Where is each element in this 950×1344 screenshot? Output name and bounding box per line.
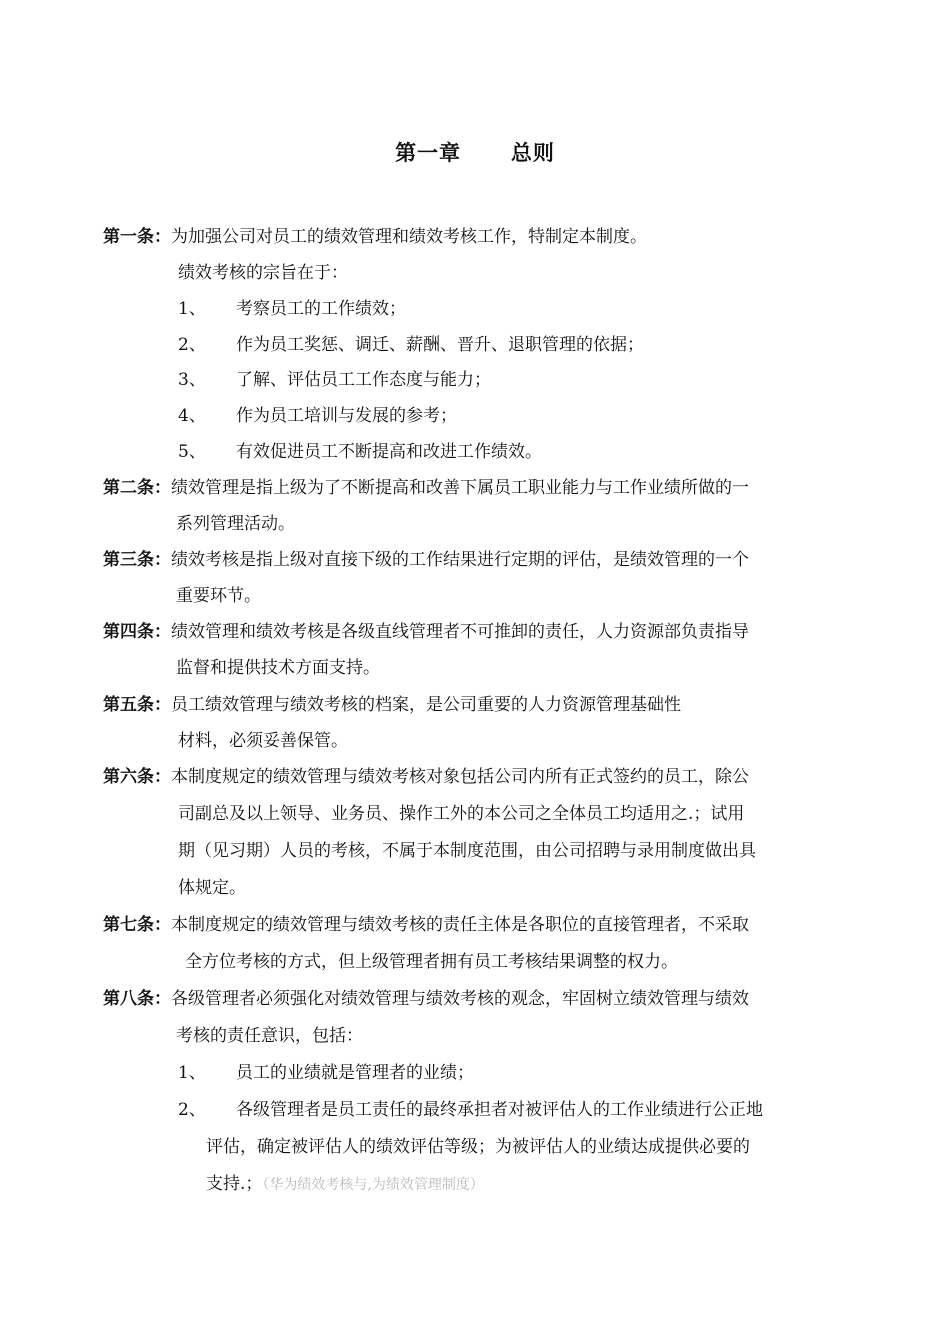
article-2-text: 绩效管理是指上级为了不断提高和改善下属员工职业能力与工作业绩所做的一	[171, 478, 749, 498]
article-8-text: 各级管理者必须强化对绩效管理与绩效考核的观念，牢固树立绩效管理与绩效	[171, 989, 749, 1009]
article-3-line-2: 重要环节。	[176, 586, 261, 606]
article-6-line-1	[103, 766, 749, 788]
list-item	[178, 1099, 763, 1121]
article-6-line-3: 期（见习期）人员的考核，不属于本制度范围，由公司招聘与录用制度做出具	[178, 841, 756, 861]
article-3-line-1	[103, 549, 749, 571]
list-item-text: 员工的业绩就是管理者的业绩；	[236, 1063, 474, 1083]
list-item	[178, 298, 406, 320]
article-7-label: 第七条：	[103, 915, 171, 935]
article-4-label: 第四条：	[103, 622, 171, 642]
list-item-text: 作为员工奖惩、调迁、薪酬、晋升、退职管理的依据；	[236, 335, 644, 355]
list-item-text: 支持.；	[206, 1174, 263, 1194]
article-2-line-1	[103, 477, 749, 499]
list-item	[178, 369, 491, 391]
chapter-title: 第一章 总则	[395, 141, 555, 165]
list-item	[178, 405, 457, 427]
list-item-text: 有效促进员工不断提高和改进工作绩效。	[236, 442, 542, 462]
list-item	[178, 1062, 474, 1084]
article-7-line-1	[103, 914, 749, 936]
list-item-text: 考察员工的工作绩效；	[236, 299, 406, 319]
list-item	[178, 334, 644, 356]
article-7-text: 本制度规定的绩效管理与绩效考核的责任主体是各职位的直接管理者，不采取	[171, 915, 749, 935]
watermark-text: （华为绩效考核与,为绩效管理制度）	[262, 1177, 484, 1193]
article-4-line-1	[103, 621, 749, 643]
list-item-number: 1、	[178, 1063, 206, 1083]
list-item-continuation: 评估，确定被评估人的绩效评估等级；为被评估人的业绩达成提供必要的	[206, 1137, 750, 1157]
list-item	[178, 441, 542, 463]
list-item-text: 作为员工培训与发展的参考；	[236, 406, 457, 426]
list-item-number: 2、	[178, 1100, 206, 1120]
article-2-line-2: 系列管理活动。	[176, 514, 295, 534]
article-5-line-2: 材料，必须妥善保管。	[178, 731, 348, 751]
article-6-line-2: 司副总及以上领导、业务员、操作工外的本公司之全体员工均适用之.；试用	[178, 804, 745, 824]
article-3-label: 第三条：	[103, 550, 171, 570]
article-6-line-4: 体规定。	[178, 878, 246, 898]
list-item-text: 了解、评估员工工作态度与能力；	[236, 370, 491, 390]
list-item-number: 5、	[178, 442, 206, 462]
article-2-label: 第二条：	[103, 478, 171, 498]
article-5-text: 员工绩效管理与绩效考核的档案，是公司重要的人力资源管理基础性	[171, 695, 681, 715]
article-6-label: 第六条：	[103, 767, 171, 787]
article-1-line-2: 绩效考核的宗旨在于：	[178, 263, 348, 283]
article-4-line-2: 监督和提供技术方面支持。	[176, 658, 380, 678]
article-8-line-2: 考核的责任意识，包括：	[176, 1026, 363, 1046]
article-6-text: 本制度规定的绩效管理与绩效考核对象包括公司内所有正式签约的员工，除公	[171, 767, 749, 787]
list-item-number: 1、	[178, 299, 206, 319]
list-item-number: 4、	[178, 406, 206, 426]
article-5-label: 第五条：	[103, 695, 171, 715]
article-7-line-2: 全方位考核的方式，但上级管理者拥有员工考核结果调整的权力。	[185, 952, 678, 972]
article-4-text: 绩效管理和绩效考核是各级直线管理者不可推卸的责任，人力资源部负责指导	[171, 622, 749, 642]
list-item-text: 各级管理者是员工责任的最终承担者对被评估人的工作业绩进行公正地	[236, 1100, 763, 1120]
article-8-label: 第八条：	[103, 989, 171, 1009]
list-item-number: 2、	[178, 335, 206, 355]
article-1-text: 为加强公司对员工的绩效管理和绩效考核工作，特制定本制度。	[171, 227, 647, 247]
list-item-number: 3、	[178, 370, 206, 390]
article-8-line-1	[103, 988, 749, 1010]
article-5-line-1	[103, 694, 681, 716]
list-item-continuation	[206, 1173, 484, 1196]
article-1-line-1	[103, 226, 647, 248]
article-1-label: 第一条：	[103, 227, 171, 247]
article-3-text: 绩效考核是指上级对直接下级的工作结果进行定期的评估，是绩效管理的一个	[171, 550, 749, 570]
